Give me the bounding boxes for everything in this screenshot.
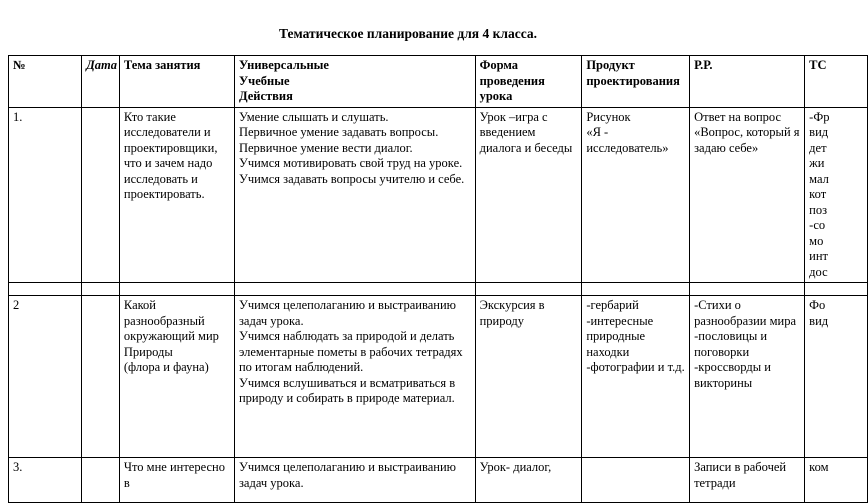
table-header-row bbox=[9, 56, 868, 108]
header-lesson-form: Форма проведения урока bbox=[475, 56, 582, 108]
cell-lesson-form: Урок- диалог, bbox=[475, 458, 582, 503]
planning-table-container bbox=[8, 55, 830, 493]
cell-product: -гербарий -интересные природные находки -фотографии и т.д. bbox=[582, 296, 690, 458]
cell-product bbox=[582, 458, 690, 503]
cell-lesson-form: Экскурсия в природу bbox=[475, 296, 582, 458]
spacer-row bbox=[9, 283, 868, 296]
header-topic: Тема занятия bbox=[119, 56, 234, 108]
cell-uud: Умение слышать и слушать. Первичное умение задавать вопросы. Первичное умение вести диалог. Учимся мотивировать свой труд на уроке. Учимся задавать вопросы учителю и себе. bbox=[234, 107, 475, 283]
page-title: Тематическое планирование для 4 класса. bbox=[278, 26, 537, 41]
cell-topic: Что мне интересно в bbox=[119, 458, 234, 503]
spacer-cell bbox=[82, 283, 120, 296]
spacer-cell bbox=[690, 283, 805, 296]
spacer-cell bbox=[582, 283, 690, 296]
header-product: Продукт проектирования bbox=[582, 56, 690, 108]
table-row bbox=[9, 296, 868, 458]
cell-number: 3. bbox=[9, 458, 82, 503]
cell-uud: Учимся целеполаганию и выстраиванию задач урока. bbox=[234, 458, 475, 503]
cell-uud: Учимся целеполаганию и выстраиванию задач урока. Учимся наблюдать за природой и делать элементарные пометы в рабочих тетрадях по итогам наблюдений. Учимся вслушиваться и всматриваться в природу и собирать в природе материал. bbox=[234, 296, 475, 458]
cell-ts: Фо вид bbox=[805, 296, 868, 458]
cell-date bbox=[82, 458, 120, 503]
spacer-cell bbox=[119, 283, 234, 296]
cell-ts: -Фр вид дет жи мал кот поз -со мо инт дос bbox=[805, 107, 868, 283]
cell-number: 2 bbox=[9, 296, 82, 458]
cell-speech-development: Записи в рабочей тетради bbox=[690, 458, 805, 503]
cell-speech-development: Ответ на вопрос «Вопрос, который я задаю себе» bbox=[690, 107, 805, 283]
spacer-cell bbox=[9, 283, 82, 296]
cell-speech-development: -Стихи о разнообразии мира -пословицы и поговорки -кроссворды и викторины bbox=[690, 296, 805, 458]
cell-topic: Кто такие исследователи и проектировщики, что и зачем надо исследовать и проектировать. bbox=[119, 107, 234, 283]
cell-date bbox=[82, 296, 120, 458]
table-row bbox=[9, 107, 868, 283]
cell-topic: Какой разнообразный окружающий мир Природы (флора и фауна) bbox=[119, 296, 234, 458]
planning-table bbox=[8, 55, 868, 503]
header-date: Дата bbox=[82, 56, 120, 108]
cell-number: 1. bbox=[9, 107, 82, 283]
spacer-cell bbox=[475, 283, 582, 296]
cell-date bbox=[82, 107, 120, 283]
header-uud: Универсальные Учебные Действия bbox=[234, 56, 475, 108]
cell-product: Рисунок «Я - исследователь» bbox=[582, 107, 690, 283]
spacer-cell bbox=[234, 283, 475, 296]
table-row bbox=[9, 458, 868, 503]
cell-ts: ком bbox=[805, 458, 868, 503]
spacer-cell bbox=[805, 283, 868, 296]
cell-lesson-form: Урок –игра с введением диалога и беседы bbox=[475, 107, 582, 283]
header-speech-development: Р.Р. bbox=[690, 56, 805, 108]
header-number: № bbox=[9, 56, 82, 108]
header-ts: ТС bbox=[805, 56, 868, 108]
